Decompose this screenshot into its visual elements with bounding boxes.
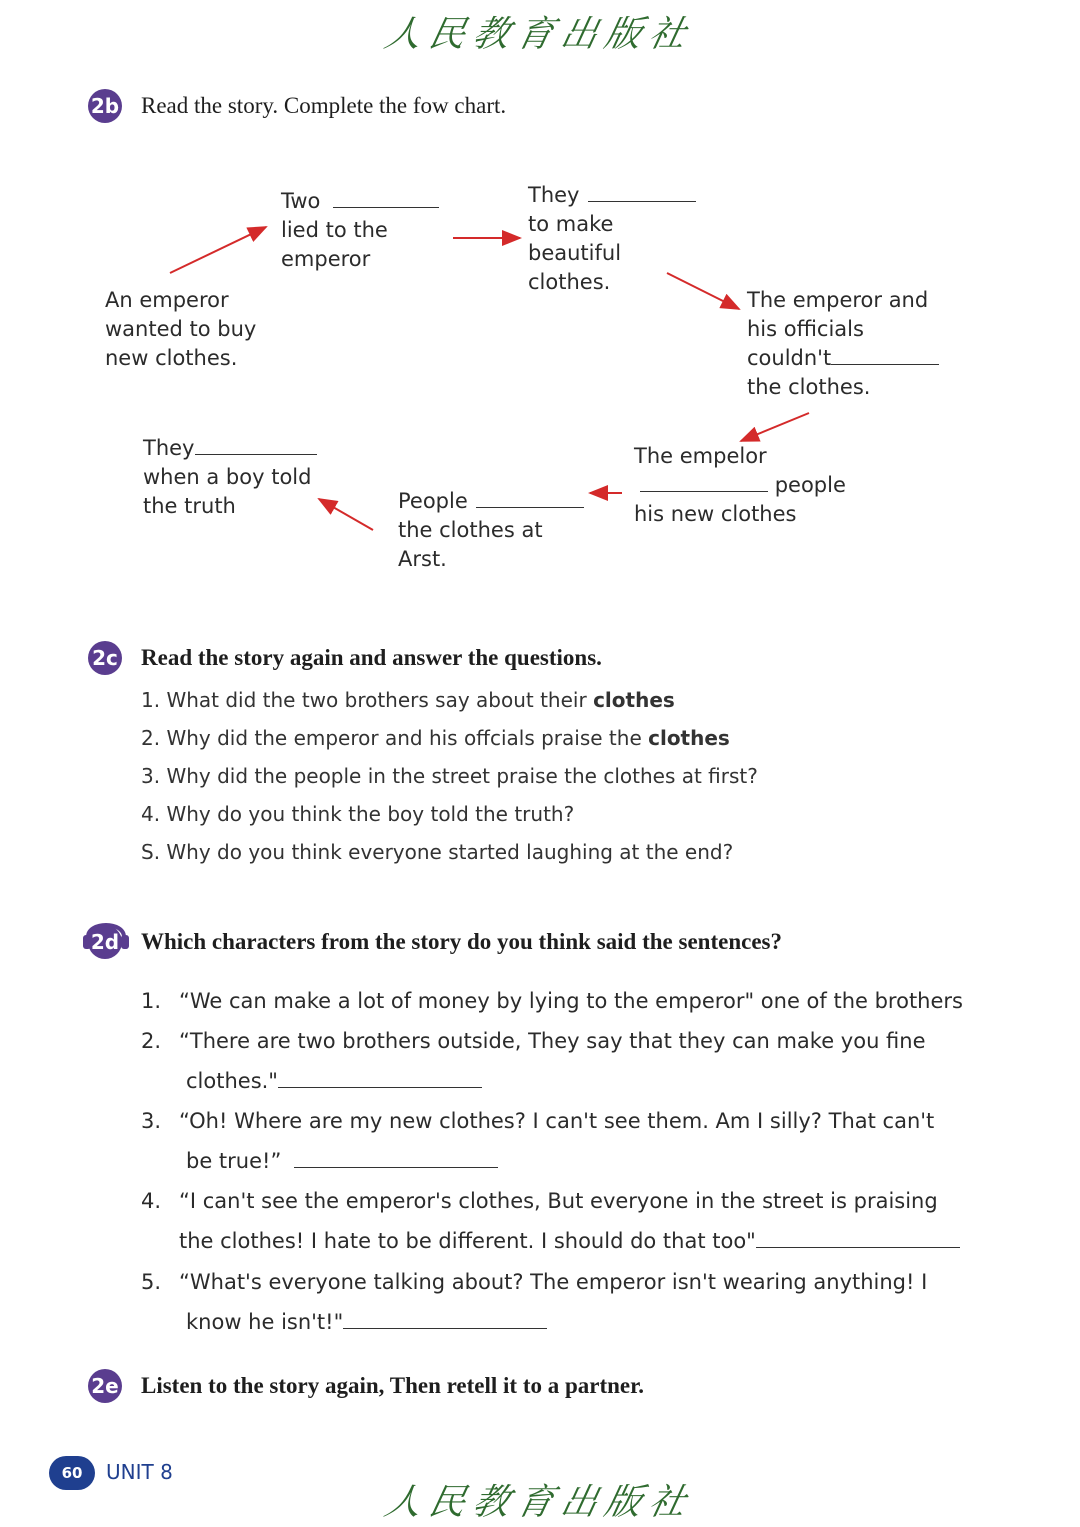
publisher-watermark-bottom: 人民教育出版社 xyxy=(380,1482,698,1523)
flow-text: people xyxy=(774,473,846,497)
question-bold-word: clothes xyxy=(593,688,675,712)
sentence-5-line-2 xyxy=(186,1310,547,1334)
question-1 xyxy=(141,688,675,712)
sentence-4-line-1: “I can't see the emperor's clothes, But everyone in the street is praising xyxy=(179,1189,938,1213)
item-number: 3. xyxy=(141,1109,162,1133)
sentence-text: clothes." xyxy=(186,1069,278,1093)
answer-blank[interactable] xyxy=(294,1149,498,1168)
item-number: 1. xyxy=(141,989,162,1013)
flow-text: Two xyxy=(281,189,321,213)
flow-text: They xyxy=(528,183,580,207)
sentence-text: the clothes! I hate to be different. I should do that too" xyxy=(179,1229,756,1253)
flow-text: The emperor and xyxy=(747,288,929,312)
section-title-2e: Listen to the story again, Then retell it to a partner. xyxy=(141,1373,644,1398)
question-3 xyxy=(141,764,758,788)
sentence-5-line-1: “What's everyone talking about? The emperor isn't wearing anything! I xyxy=(179,1270,928,1294)
question-text: 2. Why did the emperor and his offcials praise the xyxy=(141,726,649,750)
item-number: 5. xyxy=(141,1270,162,1294)
question-4 xyxy=(141,802,574,826)
flow-text: The empelor xyxy=(634,444,767,468)
flow-text: An emperor xyxy=(105,288,229,312)
sentence-3-line-2 xyxy=(186,1149,498,1173)
section-badge-2b: 2b xyxy=(88,89,122,123)
flow-text: Arst. xyxy=(398,547,447,571)
flow-text: his new clothes xyxy=(634,502,797,526)
section-badge-2e: 2e xyxy=(88,1369,122,1403)
question-5 xyxy=(141,840,733,864)
flow-text: couldn't xyxy=(747,346,832,370)
flow-arrow xyxy=(319,499,373,530)
flow-arrow xyxy=(667,273,739,309)
question-text: S. Why do you think everyone started laughing at the end? xyxy=(141,840,734,864)
page-number: 60 xyxy=(49,1456,95,1490)
answer-blank[interactable] xyxy=(278,1069,482,1088)
sentence-text: know he isn't!" xyxy=(186,1310,344,1334)
flow-text: lied to the xyxy=(281,218,388,242)
flow-text: They xyxy=(143,436,195,460)
section-title-2c: Read the story again and answer the questions. xyxy=(141,645,602,670)
flow-arrow xyxy=(741,413,809,441)
section-title-2b: Read the story. Complete the fow chart. xyxy=(141,93,507,118)
flow-text: new clothes. xyxy=(105,346,238,370)
publisher-watermark-top: 人民教育出版社 xyxy=(380,14,698,55)
sentence-1-line-1: “We can make a lot of money by lying to the emperor" one of the brothers xyxy=(179,989,963,1013)
flow-arrow xyxy=(170,227,266,273)
sentence-3-line-1: “Oh! Where are my new clothes? I can't see them. Am I silly? That can't xyxy=(179,1109,935,1133)
flow-text: when a boy told xyxy=(143,465,312,489)
flow-arrows xyxy=(0,0,1080,620)
answer-blank[interactable] xyxy=(756,1229,960,1248)
question-2 xyxy=(141,726,730,750)
question-text: 3. Why did the people in the street praise the clothes at first? xyxy=(141,764,758,788)
flow-text: wanted to buy xyxy=(105,317,257,341)
flow-text: to make xyxy=(528,212,614,236)
flow-text: his officials xyxy=(747,317,864,341)
flow-text: the clothes. xyxy=(747,375,871,399)
sentence-text: be true!” xyxy=(186,1149,282,1173)
flow-text: clothes. xyxy=(528,270,611,294)
flow-text: emperor xyxy=(281,247,371,271)
item-number: 4. xyxy=(141,1189,162,1213)
answer-blank[interactable] xyxy=(343,1310,547,1329)
question-text: 4. Why do you think the boy told the truth? xyxy=(141,802,575,826)
flow-text: beautiful xyxy=(528,241,622,265)
sentence-2-line-2 xyxy=(186,1069,482,1093)
sentence-2-line-1: “There are two brothers outside, They say that they can make you fine xyxy=(179,1029,926,1053)
flow-text: People xyxy=(398,489,468,513)
section-badge-2c: 2c xyxy=(88,641,122,675)
question-bold-word: clothes xyxy=(648,726,730,750)
item-number: 2. xyxy=(141,1029,162,1053)
unit-label: UNIT 8 xyxy=(106,1460,173,1484)
flow-text: the clothes at xyxy=(398,518,543,542)
section-title-2d: Which characters from the story do you think said the sentences? xyxy=(141,929,782,954)
sentence-4-line-2 xyxy=(179,1229,960,1253)
flow-text: the truth xyxy=(143,494,236,518)
question-text: 1. What did the two brothers say about their xyxy=(141,688,594,712)
section-badge-2d: 2d xyxy=(88,925,122,959)
